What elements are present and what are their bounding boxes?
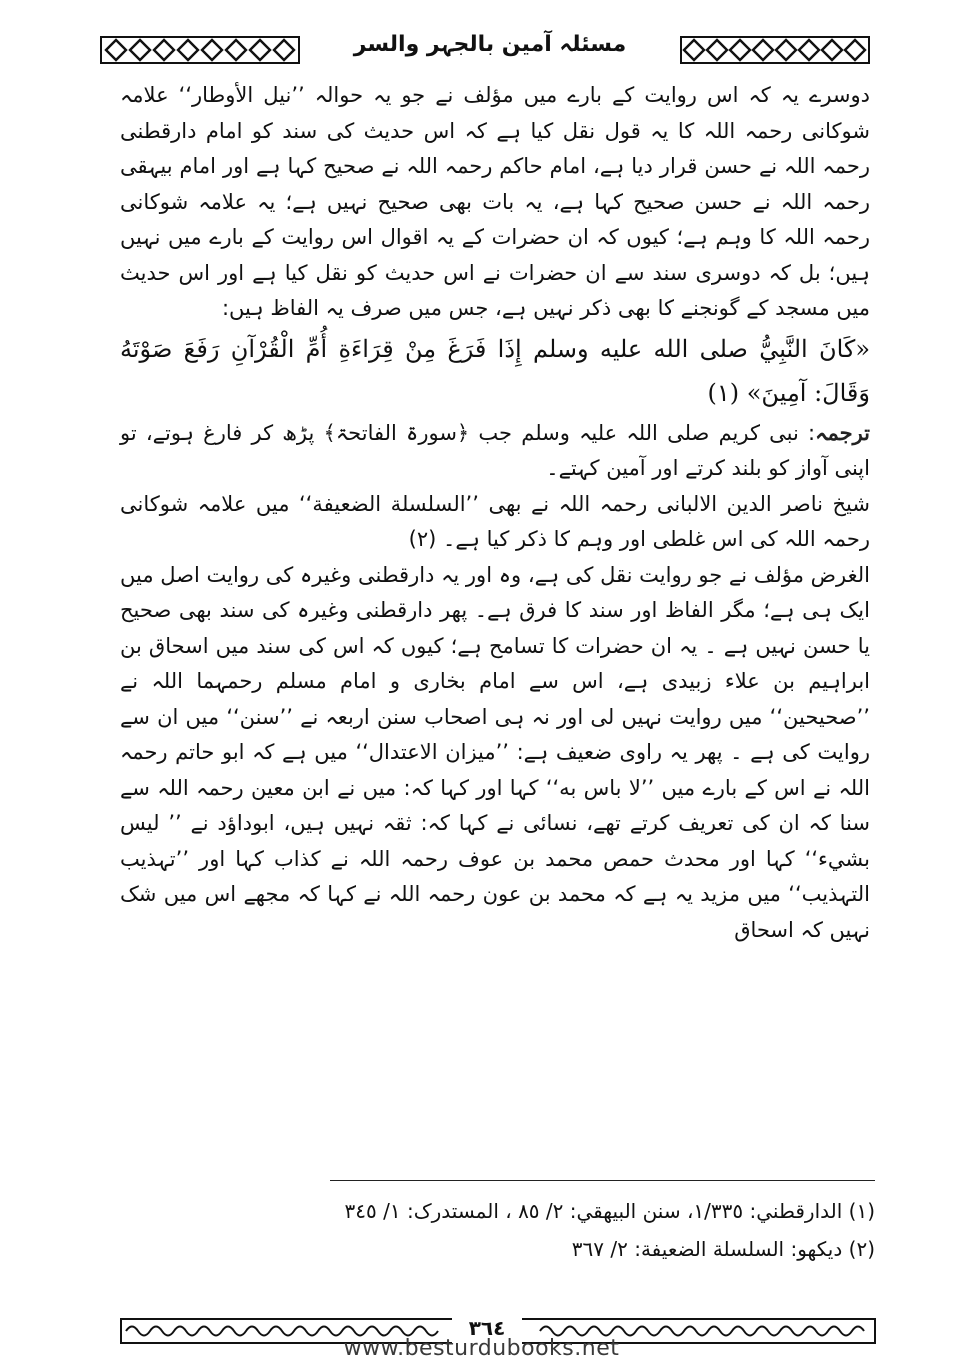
footnote-divider (330, 1180, 875, 1181)
page-header-title: مسئلہ آمین بالجہر والسر (353, 32, 627, 57)
header-ornament-left (100, 36, 300, 64)
paragraph-2: شیخ ناصر الدین الالبانی رحمہ اللہ نے بھی ’’السلسلة الضعيفة‘‘ میں علامہ شوکانی رحمہ اللہ کی اس غلطی اور وہم کا ذکر کیا ہے۔ (٢) (120, 491, 870, 551)
page-body (120, 78, 870, 948)
translation-text: : نبی کریم صلی اللہ علیہ وسلم جب ﴿سورۃ الفاتحۃ﴾ پڑھ کر فارغ ہوتے، تو اپنی آواز کو بلند کرتے اور آمین کہتے۔ (120, 420, 870, 480)
footnote-1: (١) الدارقطني: ١/٣٣٥، سنن البيهقي: ٢/ ٨٥ ، المستدرک: ١/ ٣٤٥ (344, 1199, 875, 1223)
header-ornament-right (680, 36, 870, 64)
footnotes (330, 1192, 875, 1268)
arabic-hadith-quote: «كَانَ النَّبِيُّ صلى الله عليه وسلم إِذَا فَرَغَ مِنْ قِرَاءَةِ أُمِّ الْقُرْآنِ رَفَعَ صَوْتَهُ وَقَالَ: آمِينَ» (١) (120, 334, 870, 407)
paragraph-1: دوسرے یہ کہ اس روایت کے بارے میں مؤلف نے جو یہ حوالہ ’’نیل الأوطار‘‘ علامہ شوکانی رحمہ اللہ کا یہ قول نقل کیا ہے کہ اس حدیث کی سند کو امام دارقطنی رحمہ اللہ نے حسن قرار دیا ہے، امام حاکم رحمہ اللہ نے صحیح کہا ہے اور امام بیہقی رحمہ اللہ نے حسن صحیح کہا ہے، یہ بات بھی صحیح نہیں ہے؛ یہ علامہ شوکانی رحمہ اللہ کا وہم ہے؛ کیوں کہ ان حضرات کے یہ اقوال اس روایت کے بارے میں نہیں ہیں؛ بل کہ دوسری سند سے ان حضرات نے اس حدیث کو نقل کیا ہے اور اس حدیث میں مسجد کے گونجنے کا بھی ذکر نہیں ہے، جس میں صرف یہ الفاظ ہیں: (120, 83, 870, 320)
page-header (100, 30, 870, 70)
website-url: www.besturdubooks.net (343, 1336, 620, 1361)
translation-paragraph (120, 415, 870, 487)
paragraph-3: الغرض مؤلف نے جو روایت نقل کی ہے، وہ اور یہ دارقطنی وغیرہ کی روایت اصل میں ایک ہی ہے؛ مگر الفاظ اور سند کا فرق ہے۔ پھر دارقطنی وغیرہ کی سند بھی صحیح یا حسن نہیں ہے ۔ یہ ان حضرات کا تسامح ہے؛ کیوں کہ اس کی سند میں اسحاق بن ابراہیم بن علاء زبیدی ہے، اس سے امام بخاری و امام مسلم رحمہما اللہ نے ’’صحیحین‘‘ میں روایت نہیں لی اور نہ ہی اصحاب سنن اربعہ نے ’’سنن‘‘ میں ان سے روایت کی ہے ۔ پھر یہ راوی ضعیف ہے: ’’میزان الاعتدال‘‘ میں ہے کہ ابو حاتم رحمہ اللہ نے اس کے بارے میں ’’لا باس به‘‘ کہا اور کہا کہ: میں نے ابن معین رحمہ اللہ سے سنا کہ ان کی تعریف کرتے تھے، نسائی نے کہا کہ: ثقہ نہیں ہیں، ابوداؤد نے ’’ لیس بشيء‘‘ کہا اور محدث حمص محمد بن عوف رحمہ اللہ نے کذاب کہا اور ’’تہذیب التہذیب‘‘ میں مزید یہ ہے کہ محمد بن عون رحمہ اللہ نے کہا کہ مجھے اس میں شک نہیں کہ اسحاق (120, 562, 870, 942)
page-number: ٣٦٤ (452, 1316, 522, 1346)
tarjamah-label: ترجمہ (815, 419, 870, 445)
footnote-2: (٢) دیکھو: السلسلة الضعيفة: ٢/ ٣٦٧ (571, 1237, 875, 1261)
